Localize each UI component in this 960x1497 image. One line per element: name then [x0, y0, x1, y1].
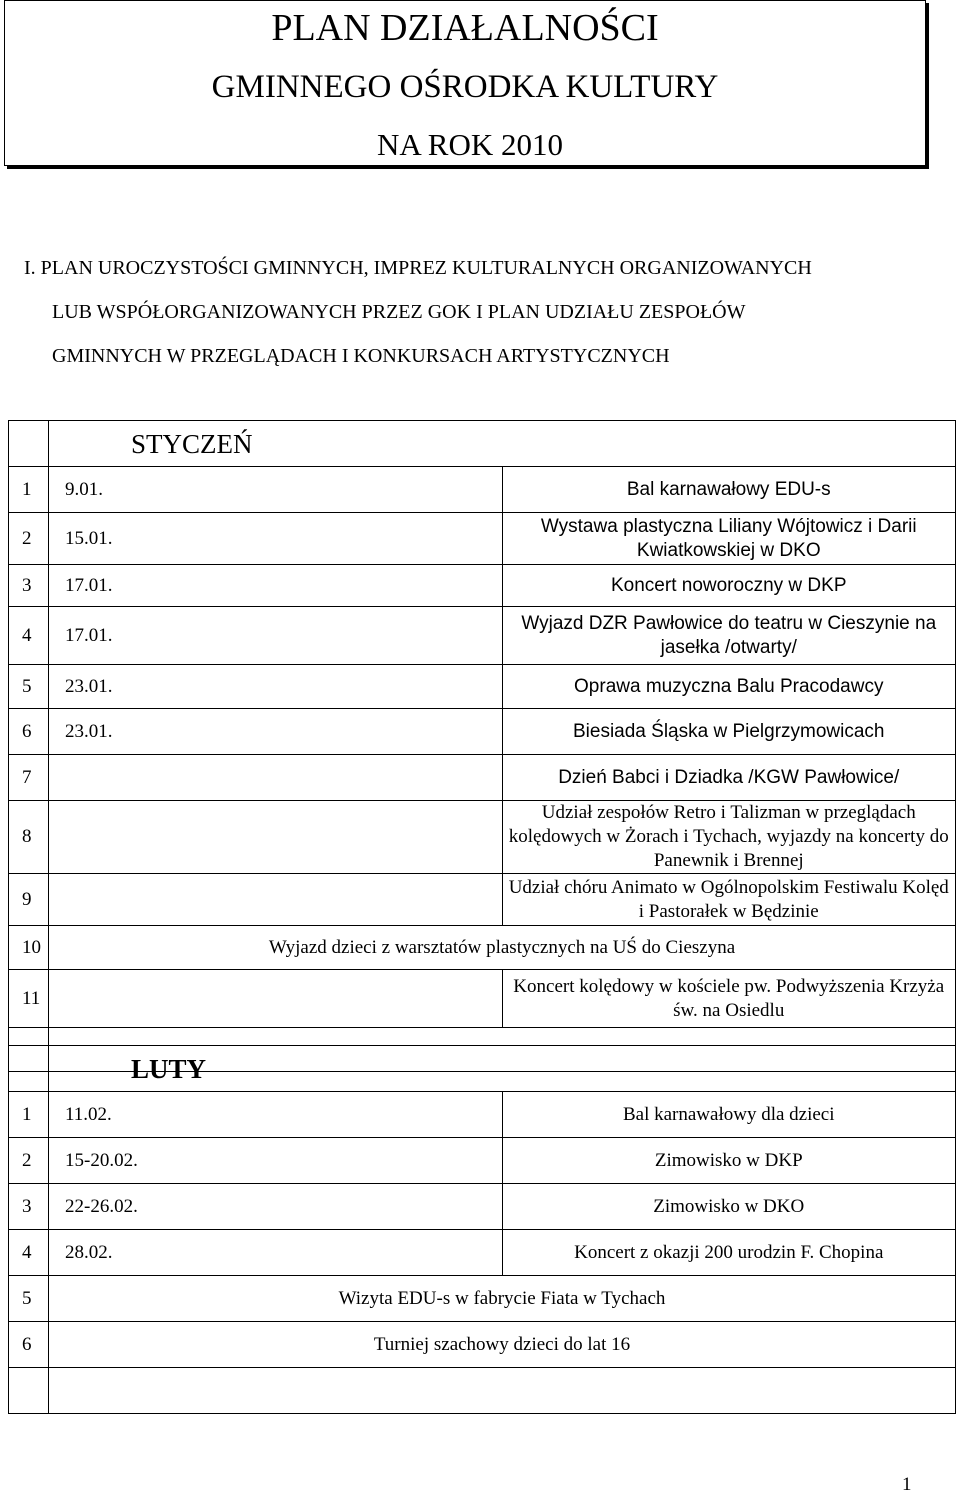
row-description: Oprawa muzyczna Balu Pracodawcy [502, 665, 956, 709]
row-number: 5 [9, 665, 49, 709]
row-description: Wystawa plastyczna Liliany Wójtowicz i Darii Kwiatkowskiej w DKO [502, 513, 956, 565]
row-description: Wyjazd DZR Pawłowice do teatru w Cieszynie na jasełka /otwarty/ [502, 607, 956, 665]
page-number: 1 [902, 1474, 912, 1495]
row-number: 7 [9, 755, 49, 801]
document-title-line1: PLAN DZIAŁALNOŚCI [271, 7, 659, 49]
table-row [9, 709, 956, 755]
table-row [9, 874, 956, 926]
row-number: 1 [9, 1092, 49, 1138]
row-date [49, 801, 503, 874]
row-number: 3 [9, 565, 49, 607]
row-date: 17.01. [49, 565, 503, 607]
table-row [9, 1322, 956, 1368]
january-table [8, 420, 956, 1072]
row-description: Koncert kolędowy w kościele pw. Podwyższenia Krzyża św. na Osiedlu [502, 970, 956, 1028]
row-date [49, 970, 503, 1028]
row-description: Wizyta EDU-s w fabrycie Fiata w Tychach [49, 1276, 956, 1322]
row-description: Wyjazd dzieci z warsztatów plastycznych na UŚ do Cieszyna [49, 926, 956, 970]
month-row [9, 1046, 956, 1092]
document-title-line2: GMINNEGO OŚRODKA KULTURY [211, 69, 719, 105]
row-number: 4 [9, 1230, 49, 1276]
row-number: 10 [9, 926, 49, 970]
document-title-line3: NA ROK 2010 [376, 127, 563, 162]
row-description: Dzień Babci i Dziadka /KGW Pawłowice/ [502, 755, 956, 801]
row-description: Udział zespołów Retro i Talizman w przeglądach kolędowych w Żorach i Tychach, wyjazdy na koncerty do Panewnik i Brennej [502, 801, 956, 874]
table-row [9, 607, 956, 665]
row-description: Udział chóru Animato w Ogólnopolskim Festiwalu Kolęd i Pastorałek w Będzinie [502, 874, 956, 926]
table-row [9, 513, 956, 565]
month-row [9, 421, 956, 467]
row-number: 1 [9, 467, 49, 513]
row-date: 15.01. [49, 513, 503, 565]
table-row [9, 1092, 956, 1138]
empty-row [9, 1368, 956, 1414]
row-date: 15-20.02. [49, 1138, 503, 1184]
row-description: Zimowisko w DKP [502, 1138, 956, 1184]
february-table [8, 1045, 956, 1414]
table-row [9, 1138, 956, 1184]
section-heading-line1: I. PLAN UROCZYSTOŚCI GMINNYCH, IMPREZ KULTURALNYCH ORGANIZOWANYCH [24, 257, 812, 279]
row-description: Zimowisko w DKO [502, 1184, 956, 1230]
row-date: 9.01. [49, 467, 503, 513]
row-number: 6 [9, 1322, 49, 1368]
row-number: 3 [9, 1184, 49, 1230]
row-description: Bal karnawałowy dla dzieci [502, 1092, 956, 1138]
row-description: Biesiada Śląska w Pielgrzymowicach [502, 709, 956, 755]
row-date: 23.01. [49, 665, 503, 709]
row-number: 8 [9, 801, 49, 874]
row-date [49, 874, 503, 926]
row-date [49, 755, 503, 801]
row-date: 23.01. [49, 709, 503, 755]
table-row [9, 565, 956, 607]
month-heading-february: LUTY [49, 1046, 956, 1092]
table-row [9, 467, 956, 513]
section-heading-line2: LUB WSPÓŁORGANIZOWANYCH PRZEZ GOK I PLAN UDZIAŁU ZESPOŁÓW [52, 301, 746, 323]
title-box [4, 0, 926, 166]
table-row [9, 1230, 956, 1276]
row-description: Koncert z okazji 200 urodzin F. Chopina [502, 1230, 956, 1276]
table-row [9, 665, 956, 709]
row-number: 9 [9, 874, 49, 926]
table-row [9, 1276, 956, 1322]
table-row [9, 1184, 956, 1230]
table-row [9, 801, 956, 874]
row-description: Turniej szachowy dzieci do lat 16 [49, 1322, 956, 1368]
row-number: 2 [9, 513, 49, 565]
row-description: Koncert noworoczny w DKP [502, 565, 956, 607]
table-row [9, 970, 956, 1028]
row-date: 28.02. [49, 1230, 503, 1276]
row-number: 4 [9, 607, 49, 665]
row-number: 2 [9, 1138, 49, 1184]
row-date: 22-26.02. [49, 1184, 503, 1230]
row-date: 17.01. [49, 607, 503, 665]
row-number: 11 [9, 970, 49, 1028]
row-description: Bal karnawałowy EDU-s [502, 467, 956, 513]
table-row [9, 926, 956, 970]
section-heading-line3: GMINNYCH W PRZEGLĄDACH I KONKURSACH ARTYSTYCZNYCH [52, 345, 670, 367]
row-date: 11.02. [49, 1092, 503, 1138]
row-number: 5 [9, 1276, 49, 1322]
month-heading-january: STYCZEŃ [49, 421, 956, 467]
row-number: 6 [9, 709, 49, 755]
table-row [9, 755, 956, 801]
